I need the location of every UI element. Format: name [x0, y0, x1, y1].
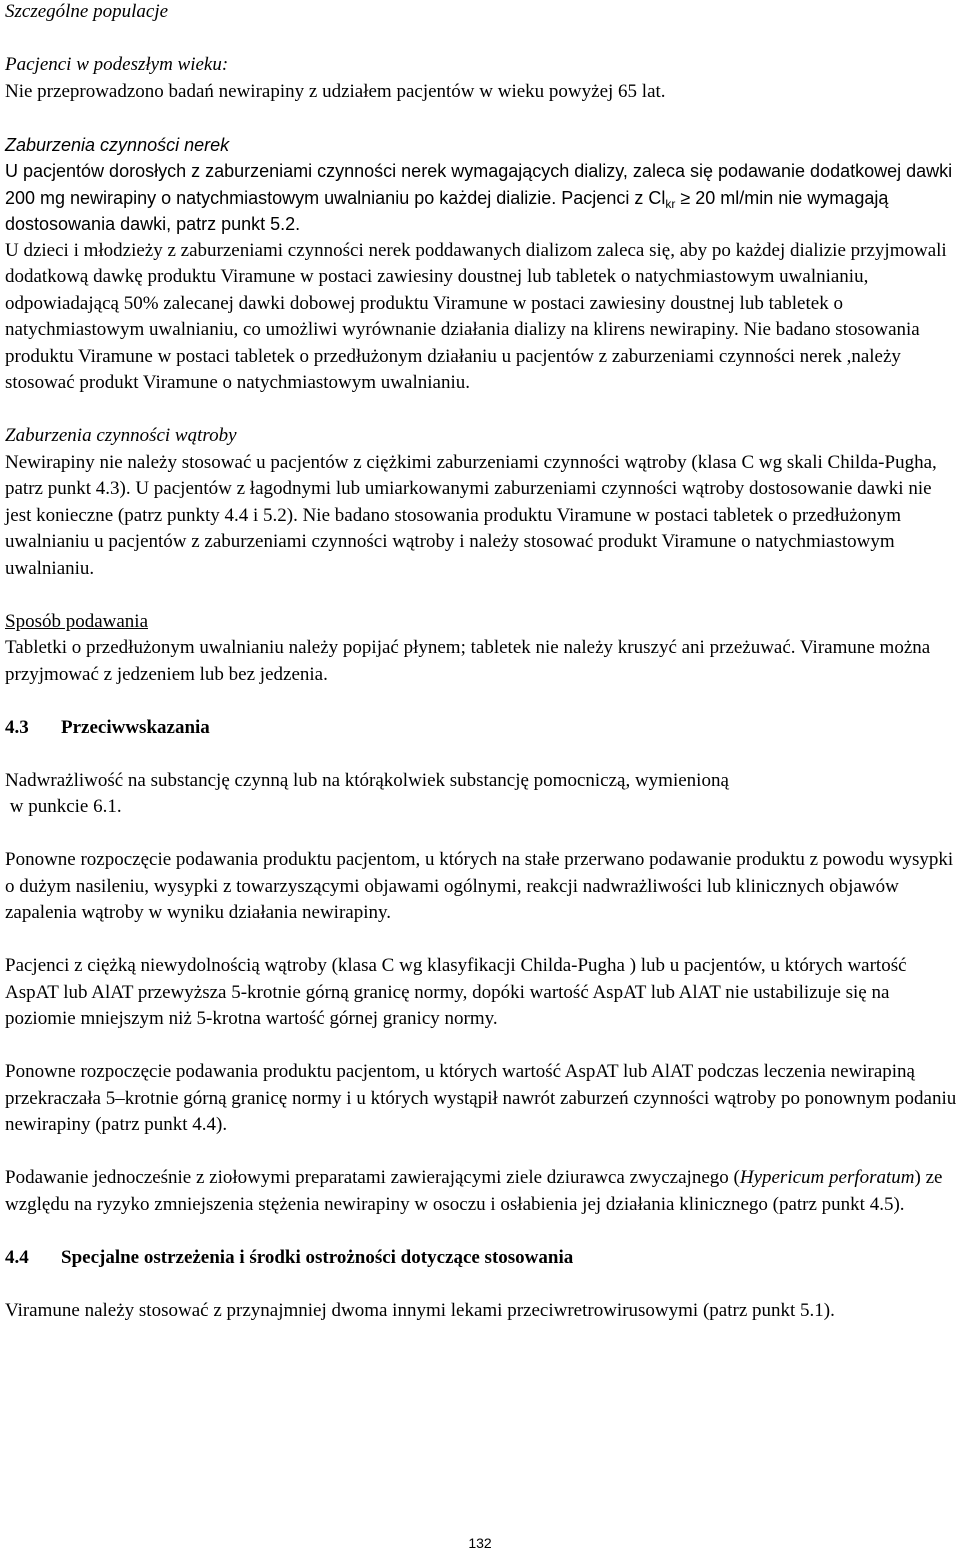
heading-renal: Zaburzenia czynności nerek: [5, 134, 230, 155]
paragraph-administration: Tabletki o przedłużonym uwalnianiu należy popijać płynem; tabletek nie należy kruszyć ani przeżuwać. Viramune można przyjmować z jedzeniem lub bez jedzenia.: [5, 637, 931, 685]
section-title-special-populations: Szczególne populacje: [5, 1, 169, 22]
heading-elderly: Pacjenci w podeszłym wieku:: [5, 54, 229, 75]
section-number-4-4: 4.4: [5, 1246, 29, 1268]
paragraph-contraindication-3: Pacjenci z ciężką niewydolnością wątroby (klasa C wg klasyfikacji Childa-Pugha ) lub u pacjentów, u których wartość AspAT lub AlAT przewyższa 5-krotnie górną granicę normy, dopóki wartość AspAT lub AlAT nie ustabilizuje się na poziomie mniejszym niż 5-krotna wartość górnej granicy normy.: [5, 955, 907, 1029]
section-title-4-3: Przeciwwskazania: [61, 716, 210, 738]
heading-section-4-4: [5, 1245, 957, 1272]
latin-name-hypericum: Hypericum perforatum: [739, 1167, 915, 1188]
heading-hepatic: Zaburzenia czynności wątroby: [5, 425, 237, 446]
creatinine-clearance-subscript: kr: [665, 196, 676, 211]
paragraph-hepatic: Newirapiny nie należy stosować u pacjentów z ciężkimi zaburzeniami czynności wątroby (klasa C wg skali Childa-Pugha, patrz punkt 4.3). U pacjentów z łagodnymi lub umiarkowanymi zaburzeniami czynności wątroby dostosowanie dawki nie jest konieczne (patrz punkty 4.4 i 5.2). Nie badano stosowania produktu Viramune w postaci tabletek o przedłużonym uwalnianiu u pacjentów z zaburzeniami czynności wątroby i należy stosować produkt Viramune o natychmiastowym uwalnianiu.: [5, 451, 937, 579]
greater-equal-symbol: ≥: [680, 187, 691, 208]
document-page: [5, 0, 957, 1324]
heading-section-4-3: [5, 715, 957, 742]
page-number: 132: [468, 1535, 492, 1551]
section-title-4-4: Specjalne ostrzeżenia i środki ostrożności dotyczące stosowania: [61, 1246, 574, 1268]
renal-text-2: 20 ml/min nie wymagają dostosowania dawki, patrz punkt 5.2.: [5, 187, 889, 234]
creatinine-clearance-label: $Cl_{kr}$: [648, 187, 676, 211]
paragraph-contraindication-4: Ponowne rozpoczęcie podawania produktu pacjentom, u których wartość AspAT lub AlAT podczas leczenia newirapiną przekraczała 5–krotnie górną granicę normy i u których wystąpił nawrót zaburzeń czynności wątroby po ponownym podaniu newirapiny (patrz punkt 4.4).: [5, 1061, 957, 1135]
paragraph-warnings-1: Viramune należy stosować z przynajmniej dwoma innymi lekami przeciwretrowirusowymi (patrz punkt 5.1).: [5, 1299, 835, 1321]
paragraph-renal-children: U dzieci i młodzieży z zaburzeniami czynności nerek poddawanych dializom zaleca się, aby po każdej dializie przyjmowali dodatkową dawkę produktu Viramune w postaci zawiesiny doustnej lub tabletek o natychmiastowym uwalnianiu, odpowiadającą 50% zalecanej dawki dobowej produktu Viramune w postaci zawiesiny doustnej lub tabletek o natychmiastowym uwalnianiu, co umożliwi wyrównanie działania dializy na klirens newirapiny. Nie badano stosowania produktu Viramune w postaci tabletek o przedłużonym działaniu u pacjentów z zaburzeniami czynności nerek ,należy stosować produkt Viramune o natychmiastowym uwalnianiu.: [5, 239, 947, 393]
paragraph-elderly: Nie przeprowadzono badań newirapiny z udziałem pacjentów w wieku powyżej 65 lat.: [5, 80, 666, 102]
section-number-4-3: 4.3: [5, 716, 29, 738]
paragraph-contraindication-5: Podawanie jednocześnie z ziołowymi preparatami zawierającymi ziele dziurawca zwyczajnego (Hypericum perforatum) ze względu na ryzyko zmniejszenia stężenia newirapiny w osoczu i osłabienia jej działania klinicznego (patrz punkt 4.5).: [5, 1167, 943, 1215]
paragraph-contraindication-2: Ponowne rozpoczęcie podawania produktu pacjentom, u których na stałe przerwano podawanie produktu z powodu wysypki o dużym nasileniu, wysypki z towarzyszącymi objawami ogólnymi, reakcji nadwrażliwości lub klinicznych objawów zapalenia wątroby w wyniku działania newirapiny.: [5, 849, 954, 923]
renal-text-1: U pacjentów dorosłych z zaburzeniami czynności nerek wymagających dializy, zaleca się podawanie dodatkowej dawki 200 mg newirapiny o natychmiastowym uwalnianiu po każdej dializie. Pacjenci z: [5, 161, 953, 208]
heading-administration: Sposób podawania: [5, 610, 149, 632]
paragraph-renal: [5, 158, 957, 238]
paragraph-contraindication-1: Nadwrażliwość na substancję czynną lub na którąkolwiek substancję pomocniczą, wymienioną w punkcie 6.1.: [5, 769, 729, 817]
